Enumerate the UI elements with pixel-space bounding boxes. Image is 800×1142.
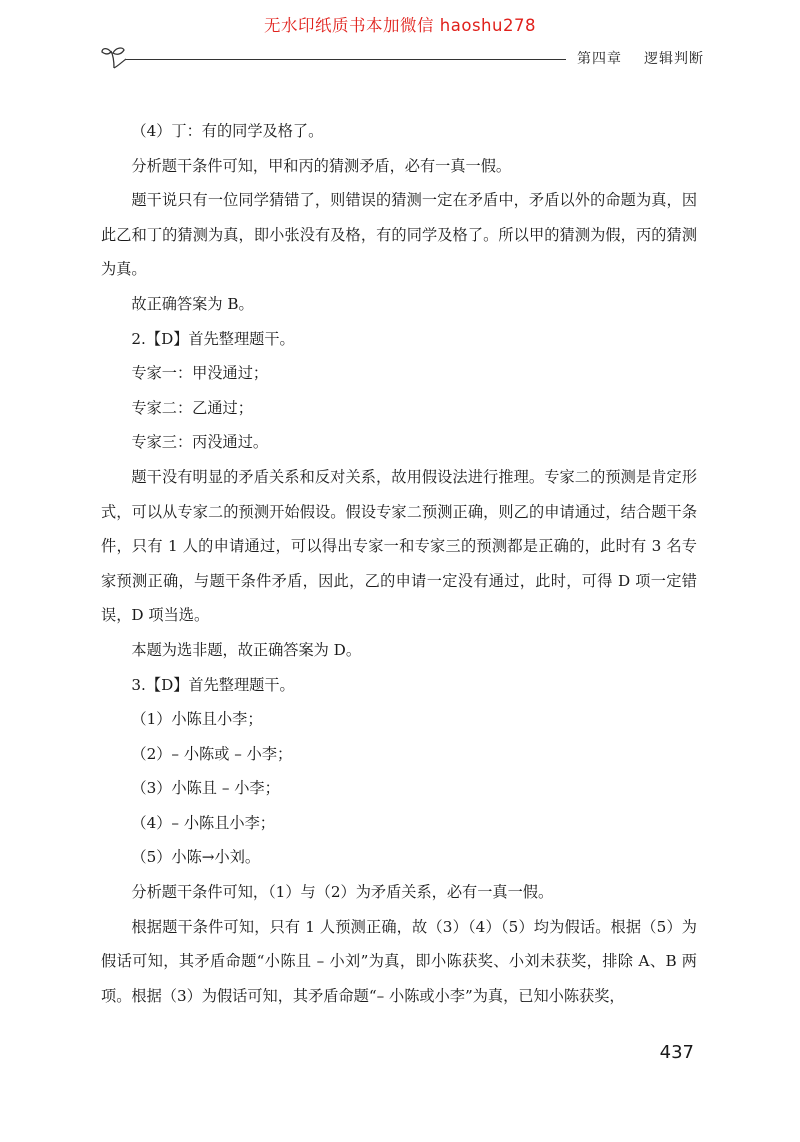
paragraph: 分析题干条件可知，（1）与（2）为矛盾关系，必有一真一假。 [131, 883, 554, 902]
paragraph: （1）小陈且小李； [131, 710, 263, 729]
paragraph: 题干没有明显的矛盾关系和反对关系，故用假设法进行推理。专家二的预测是肯定形式，可以从专家二的预测开始假设。假设专家二预测正确，则乙的申请通过，结合题干条件，只有 1 人的申请通过，可以得出专家一和专家三的预测都是正确的，此时有 3 名专家预测正确，与题干条件矛盾，因此，乙的申请一定没有通过，此时，可得 D 项一定错误，D 项当选。 [101, 467, 697, 625]
page-number: 437 [659, 1042, 694, 1063]
paragraph: 故正确答案为 B。 [131, 294, 254, 313]
section-title: 逻辑判断 [644, 51, 704, 67]
paragraph: 专家二：乙通过； [131, 398, 253, 417]
paragraph: 专家三：丙没通过。 [131, 433, 269, 452]
header-rule [126, 59, 566, 60]
chapter-title [577, 48, 704, 68]
paragraph: 题干说只有一位同学猜错了，则错误的猜测一定在矛盾中，矛盾以外的命题为真，因此乙和丁的猜测为真，即小张没有及格，有的同学及格了。所以甲的猜测为假，丙的猜测为真。 [101, 191, 697, 279]
running-header [100, 44, 704, 74]
paragraph: 分析题干条件可知，甲和丙的猜测矛盾，必有一真一假。 [131, 156, 512, 175]
paragraph: （5）小陈→小刘。 [131, 848, 261, 867]
paragraph: （2）– 小陈或 – 小李； [131, 744, 293, 763]
chapter-number: 第四章 [577, 51, 622, 67]
sprout-icon [100, 44, 128, 70]
paragraph: （4）丁：有的同学及格了。 [131, 122, 324, 140]
paragraph: 专家一：甲没通过； [131, 364, 269, 383]
page-body [101, 114, 697, 1013]
paragraph: 本题为选非题，故正确答案为 D。 [131, 640, 362, 659]
paragraph: （4）– 小陈且小李； [131, 813, 275, 832]
paragraph: 根据题干条件可知，只有 1 人预测正确，故（3）（4）（5）均为假话。根据（5）为假话可知，其矛盾命题“小陈且 – 小刘”为真，即小陈获奖、小刘未获奖，排除 A、B 两项。根据（3）为假话可知，其矛盾命题“– 小陈或小李”为真，已知小陈获奖， [101, 917, 697, 1005]
paragraph: 2.【D】首先整理题干。 [131, 329, 295, 348]
paragraph: 3.【D】首先整理题干。 [131, 675, 295, 694]
watermark-text: 无水印纸质书本加微信 haoshu278 [264, 16, 536, 35]
paragraph: （3）小陈且 – 小李； [131, 779, 280, 798]
